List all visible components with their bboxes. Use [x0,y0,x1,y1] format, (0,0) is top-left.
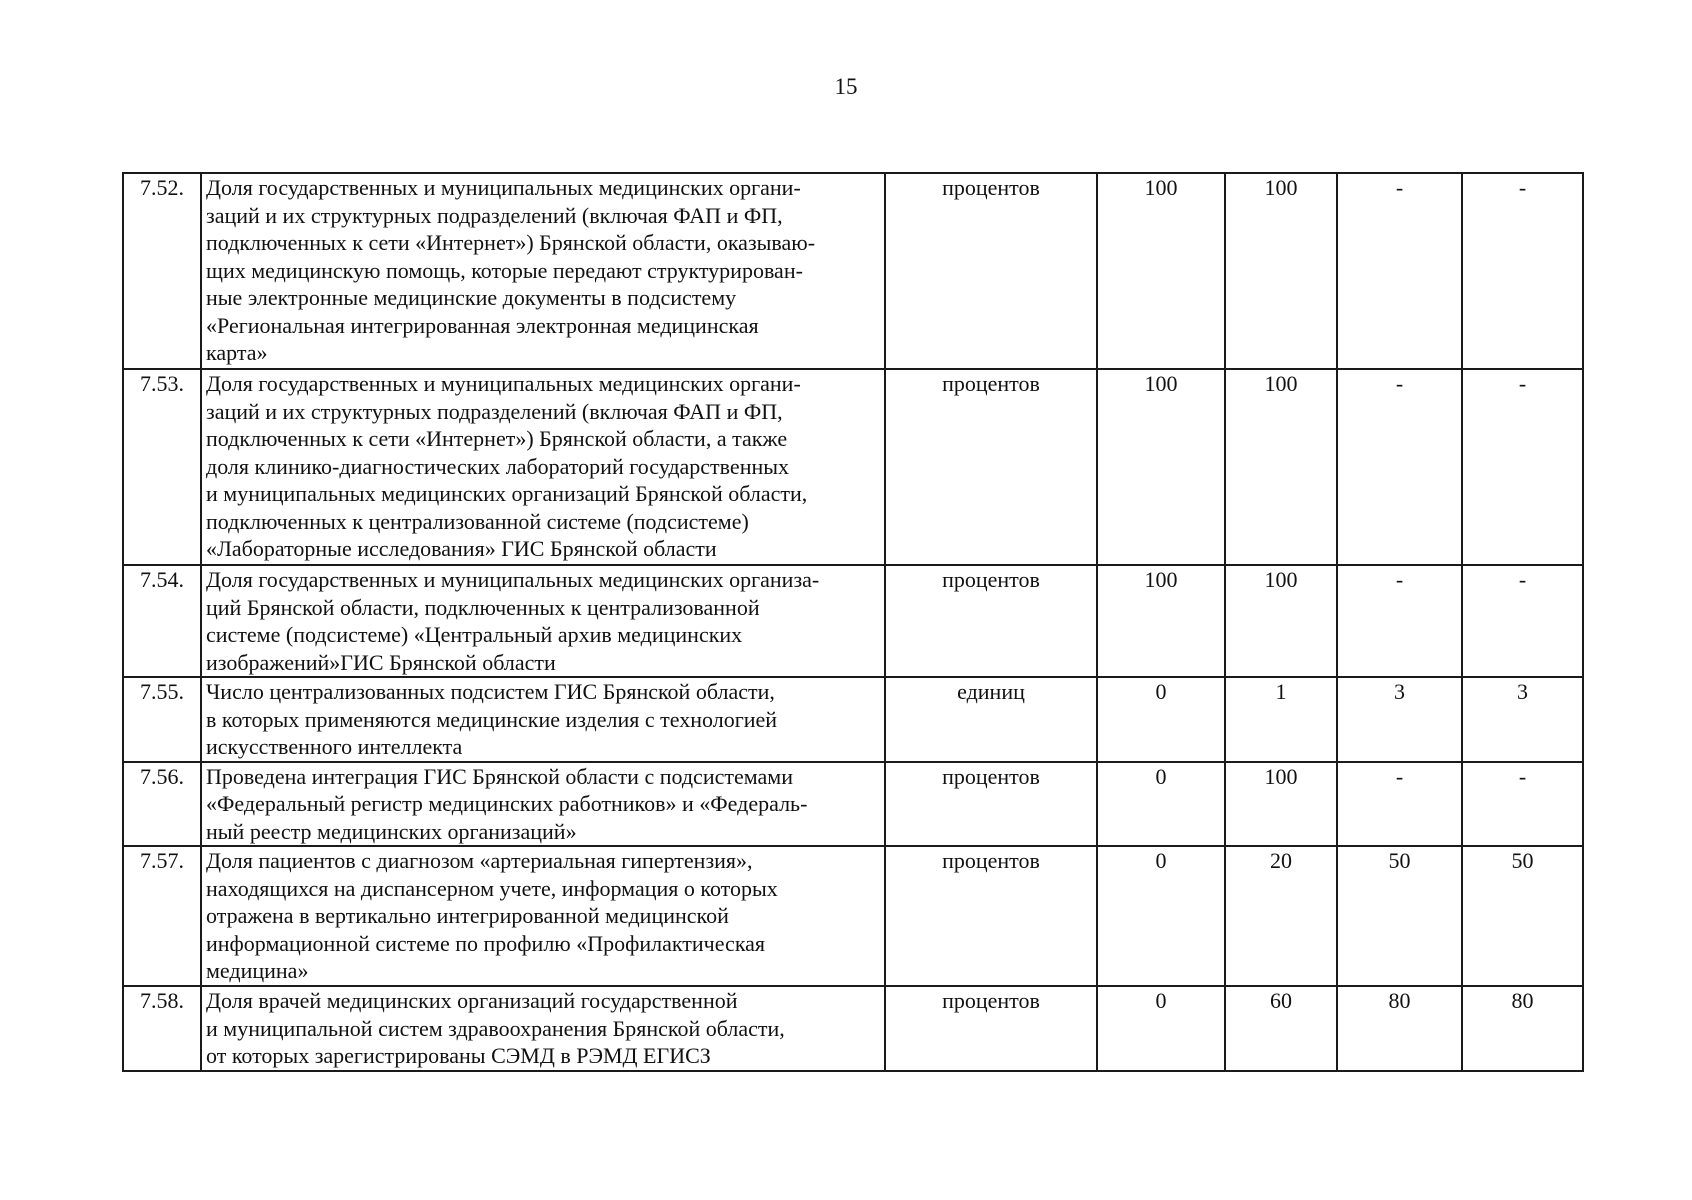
value-cell-3: - [1337,369,1462,565]
description-line: Проведена интеграция ГИС Брянской области с подсистемами [206,763,793,789]
value-cell-4: 50 [1462,846,1583,986]
description-line: «Региональная интегрированная электронная медицинская [206,312,759,338]
table-row [123,565,1583,677]
value-cell-3: - [1337,762,1462,847]
value-cell-1: 0 [1097,986,1225,1071]
indicator-description [201,173,885,369]
value-cell-4: - [1462,369,1583,565]
row-number: 7.52. [123,173,201,369]
unit-cell: процентов [885,986,1097,1071]
unit-cell: процентов [885,173,1097,369]
value-cell-2: 100 [1225,565,1337,677]
value-cell-2: 100 [1225,762,1337,847]
row-number: 7.56. [123,762,201,847]
description-line: находящихся на диспансерном учете, информация о которых [206,875,778,901]
description-line: информационной системе по профилю «Профилактическая [206,930,766,956]
description-line: искусственного интеллекта [206,734,463,759]
description-line: «Лабораторные исследования» ГИС Брянской области [206,536,717,561]
description-line: Число централизованных подсистем ГИС Брянской области, [206,679,775,704]
description-line: и муниципальных медицинских организаций Брянской области, [206,481,808,506]
description-line: изображений»ГИС Брянской области [206,649,556,675]
indicators-table [122,172,1584,1072]
value-cell-1: 100 [1097,565,1225,677]
indicator-description [201,369,885,565]
value-cell-1: 100 [1097,369,1225,565]
description-line: ные электронные медицинские документы в подсистему [206,285,737,310]
description-line: заций и их структурных подразделений (включая ФАП и ФП, [206,398,783,424]
indicator-description [201,846,885,986]
table-row [123,986,1583,1071]
value-cell-4: - [1462,762,1583,847]
table-row [123,846,1583,986]
description-line: «Федеральный регистр медицинских работников» и «Федераль- [206,791,808,816]
indicator-description [201,986,885,1071]
description-line: Доля государственных и муниципальных медицинских органи- [206,371,801,396]
unit-cell: процентов [885,762,1097,847]
description-line: в которых применяются медицинские изделия с технологией [206,706,778,732]
row-number: 7.55. [123,677,201,762]
indicator-description [201,565,885,677]
unit-cell: единиц [885,677,1097,762]
description-line: отражена в вертикально интегрированной медицинской [206,903,729,928]
indicator-description [201,677,885,762]
description-line: подключенных к сети «Интернет») Брянской области, оказываю- [206,230,816,255]
value-cell-2: 100 [1225,369,1337,565]
value-cell-4: 80 [1462,986,1583,1071]
table-row [123,173,1583,369]
table-row [123,677,1583,762]
page-number: 15 [834,74,858,99]
value-cell-1: 0 [1097,846,1225,986]
value-cell-4: - [1462,173,1583,369]
row-number: 7.54. [123,565,201,677]
description-line: и муниципальной систем здравоохранения Брянской области, [206,1015,785,1041]
description-line: подключенных к сети «Интернет») Брянской области, а также [206,426,788,451]
value-cell-3: 80 [1337,986,1462,1071]
description-line: Доля пациентов с диагнозом «артериальная гипертензия», [206,848,753,873]
value-cell-3: - [1337,565,1462,677]
description-line: Доля государственных и муниципальных медицинских организа- [206,567,820,592]
value-cell-4: 3 [1462,677,1583,762]
table-body [123,173,1583,1071]
description-line: заций и их структурных подразделений (включая ФАП и ФП, [206,202,783,228]
value-cell-2: 20 [1225,846,1337,986]
description-line: щих медицинскую помощь, которые передают структурирован- [206,257,803,283]
value-cell-3: 50 [1337,846,1462,986]
row-number: 7.58. [123,986,201,1071]
unit-cell: процентов [885,565,1097,677]
value-cell-3: - [1337,173,1462,369]
row-number: 7.57. [123,846,201,986]
table-row [123,369,1583,565]
description-line: подключенных к централизованной системе (подсистеме) [206,508,749,534]
description-line: системе (подсистеме) «Центральный архив медицинских [206,622,743,647]
value-cell-1: 0 [1097,677,1225,762]
description-line: Доля государственных и муниципальных медицинских органи- [206,175,801,200]
description-line: карта» [206,340,268,365]
value-cell-2: 100 [1225,173,1337,369]
value-cell-3: 3 [1337,677,1462,762]
table-row [123,762,1583,847]
description-line: Доля врачей медицинских организаций государственной [206,988,738,1013]
value-cell-1: 100 [1097,173,1225,369]
row-number: 7.53. [123,369,201,565]
unit-cell: процентов [885,846,1097,986]
unit-cell: процентов [885,369,1097,565]
description-line: ный реестр медицинских организаций» [206,818,577,844]
description-line: ций Брянской области, подключенных к централизованной [206,594,760,620]
description-line: от которых зарегистрированы СЭМД в РЭМД ЕГИСЗ [206,1043,711,1068]
value-cell-2: 60 [1225,986,1337,1071]
description-line: доля клинико-диагностических лабораторий государственных [206,453,790,479]
description-line: медицина» [206,958,309,983]
value-cell-4: - [1462,565,1583,677]
value-cell-1: 0 [1097,762,1225,847]
indicator-description [201,762,885,847]
value-cell-2: 1 [1225,677,1337,762]
